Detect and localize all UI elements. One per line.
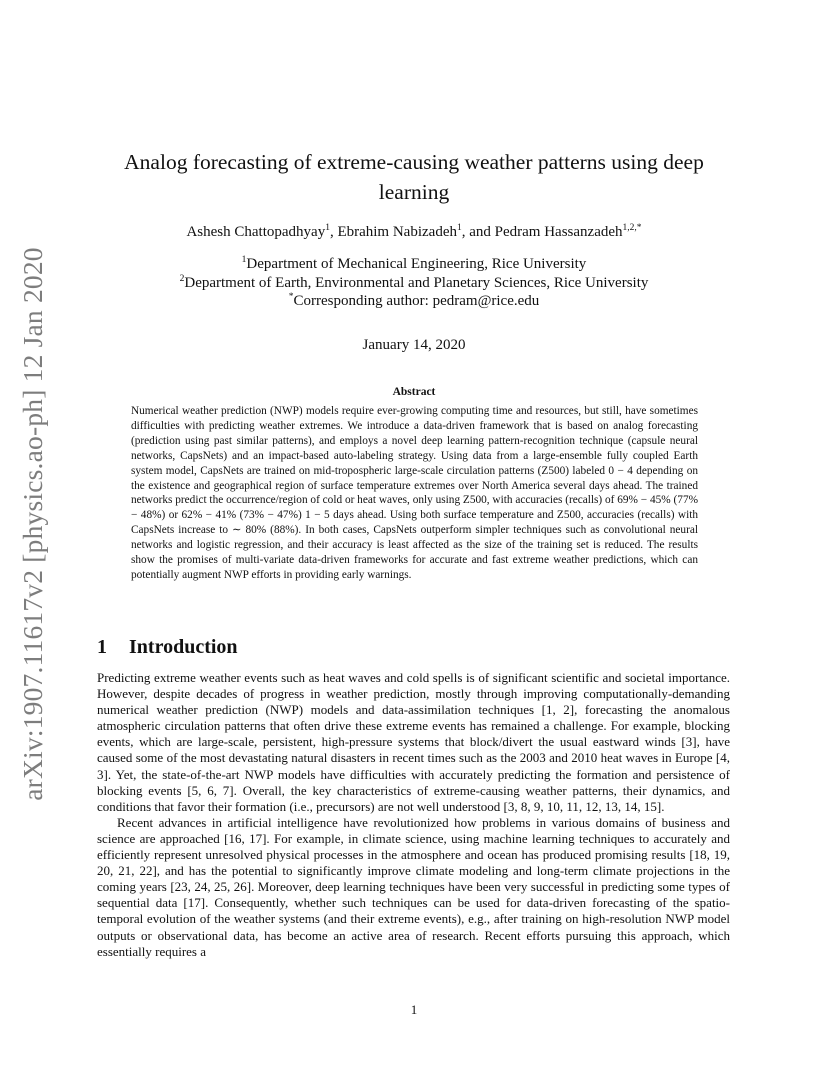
author [495,224,642,240]
citation-link[interactable]: [1, 2] [541,702,575,718]
section-title: Introduction [129,636,238,658]
corresponding-author-text: Corresponding author: pedram@rice.edu [293,293,540,309]
author-name: Ashesh Chattopadhyay [186,224,326,240]
author-name: Ebrahim Nabizadeh [337,224,457,240]
author-affiliation-mark: 1,2,* [622,223,642,233]
body-text: , have caused some of the most devastating natural disasters in recent times such as the 2003 and 2010 heat waves in Europe [97,734,730,766]
body-text: . Moreover, deep learning techniques have been very successful in predicting some types of sequential data [97,879,730,911]
body-text: Predicting extreme weather events such as heat waves and cold spells is of significant scientific and societal importance. However, despite decades of progress in weather prediction, mostly through improving computationally-demanding numerical weather prediction (NWP) models and data-assimilation techniques [97,670,730,718]
paper-title: Analog forecasting of extreme-causing weather patterns using deep learning [124,150,704,204]
arxiv-identifier-stamp [17,247,49,801]
paragraph [97,815,730,960]
author-name: Pedram Hassanzadeh [494,224,623,240]
citation-link[interactable]: [16, 17] [224,830,267,846]
introduction-body [97,670,730,960]
arxiv-identifier-text: arXiv:1907.11617v2 [physics.ao-ph] 12 Jan 2020 [17,247,48,801]
author-affiliation-mark: 1 [325,223,330,233]
author-separator: , and [461,224,495,240]
abstract-text: Numerical weather prediction (NWP) models require ever-growing computing time and resources, but still, have sometimes difficulties with predicting weather extremes. We introduce a data-driven framework that is based on analog forecasting (prediction using past similar patterns), and employs a novel deep learning pattern-recognition technique (capsule neural networks, CapsNets) and an impact-based auto-labeling strategy. Using data from a large-ensemble fully coupled Earth system model, CapsNets are trained on mid-tropospheric large-scale circulation patterns (Z500) labeled 0 − 4 depending on the existence and geographical region of surface temperature extremes over North America several days ahead. The trained networks predict the occurrence/region of cold or heat waves, only using Z500, with accuracies (recalls) of 69% − 45% (77% − 48%) or 62% − 41% (73% − 47%) 1 − 5 days ahead. Using both surface temperature and Z500, accuracies (recalls) with CapsNets increase to ∼ 80% (88%). In both cases, CapsNets outperform simpler techniques such as convolutional neural networks and logistic regression, and their accuracy is least affected as the size of the training set is reduced. The results show the promises of multi-variate data-driven frameworks for accurate and fast extreme weather predictions, which can potentially augment NWP efforts in providing early warnings. [131,405,698,581]
affiliation-mark: 2 [179,273,185,284]
author [337,224,461,240]
citation-link[interactable]: [23, 24, 25, 26] [170,879,252,895]
affiliation [95,255,733,274]
body-text: . Overall, the key characteristics of extreme-causing weather patterns, their dynamics, and conditions that favor their formation (i.e., precursors) are not well understood [97,782,730,814]
affiliation-list [95,255,733,311]
section-number: 1 [97,636,107,658]
paragraph [97,670,730,815]
body-text: . [661,798,665,814]
body-text: , and has the potential to significantly improve climate modeling and long-term climate projections in the coming years [97,863,730,895]
author [186,224,329,240]
body-text: . For example, in climate science, using machine learning techniques to accurately and efficiently represent unresolved physical processes in the atmosphere and ocean has produced promising results [97,830,730,863]
paper-date: January 14, 2020 [362,337,466,353]
author-separator: , [329,224,338,240]
citation-link[interactable]: [17] [183,895,206,911]
author-list [95,222,733,242]
affiliation-text: Department of Mechanical Engineering, Rice University [246,256,587,272]
corresponding-author [95,292,733,311]
citation-link[interactable]: [4, 3] [97,750,730,782]
body-text: Recent advances in artificial intelligence have revolutionized how problems in various domains of business and science are approached [97,814,730,846]
body-text: . Consequently, whether such techniques can be used for data-driven forecasting of the spatio-temporal evolution of the weather systems (and their extreme events), e.g., after training on high-resolution NWP model outputs or observational data, has become an active area of research. Recent efforts pursuing this approach, which essentially requires a [97,895,730,959]
affiliation-mark: * [288,292,294,302]
citation-link[interactable]: [3] [681,734,697,750]
affiliation [95,274,733,293]
citation-link[interactable]: [3, 8, 9, 10, 11, 12, 13, 14, 15] [503,798,662,814]
page-number: 1 [410,1002,418,1017]
affiliation-mark: 1 [241,255,247,265]
affiliation-text: Department of Earth, Environmental and Planetary Sciences, Rice University [184,274,649,291]
body-text: , forecasting the anomalous atmospheric circulation patterns that often drive these extreme events has remained a challenge. For example, blocking events, which are large-scale, persistent, high-pressure systems that block/divert the usual eastward winds [97,702,730,750]
citation-link[interactable]: [18, 19, 20, 21, 22] [97,847,730,879]
abstract-heading: Abstract [392,386,436,398]
citation-link[interactable]: [5, 6, 7] [187,782,234,798]
section-heading [97,635,238,659]
body-text: . Yet, the state-of-the-art NWP models have difficulties with accurately predicting the formation and persistence of blocking events [97,766,730,798]
author-affiliation-mark: 1 [456,223,462,233]
